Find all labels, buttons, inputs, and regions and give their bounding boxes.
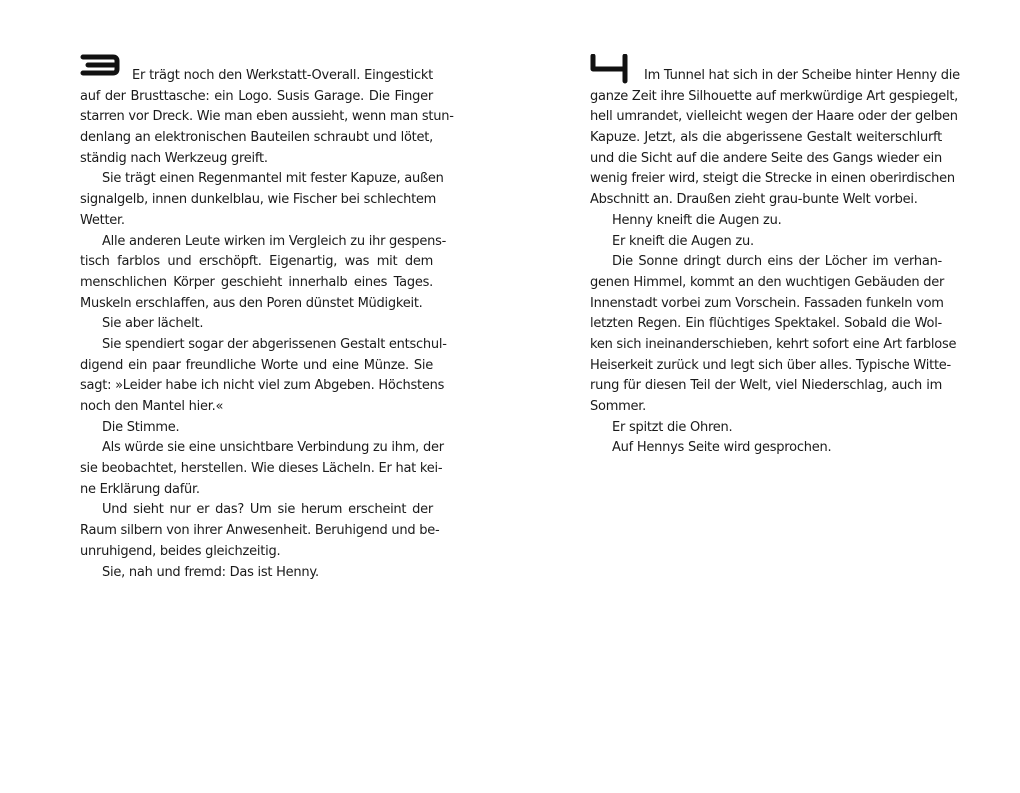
- text-line: Wetter.: [80, 212, 125, 228]
- numeral-4-icon: [590, 54, 630, 84]
- text-line: Im Tunnel hat sich in der Scheibe hinter Henny die: [644, 68, 960, 83]
- text-line: Als würde sie eine unsichtbare Verbindung zu ihm, der: [102, 440, 444, 456]
- text-line: menschlichen Körper geschieht innerhalb eines Tages.: [80, 274, 433, 290]
- right-page: [510, 0, 1020, 793]
- text-line: hell umrandet, vielleicht wegen der Haare oder der gelben: [590, 109, 958, 125]
- text-line: und die Sicht auf die andere Seite des Gangs wieder ein: [590, 150, 942, 166]
- numeral-3-icon: [80, 54, 120, 84]
- text-line: Sie trägt einen Regenmantel mit fester Kapuze, außen: [102, 171, 444, 187]
- text-line: Auf Hennys Seite wird gesprochen.: [612, 440, 832, 456]
- text-line: unruhigend, beides gleichzeitig.: [80, 543, 281, 559]
- text-line: rung für diesen Teil der Welt, viel Niederschlag, auch im: [590, 378, 942, 394]
- text-line: Kapuze. Jetzt, als die abgerissene Gestalt weiterschlurft: [590, 130, 942, 146]
- text-line: ne Erklärung dafür.: [80, 481, 200, 497]
- chapter-4-text: [590, 66, 960, 459]
- text-line: signalgelb, innen dunkelblau, wie Fischer bei schlechtem: [80, 192, 437, 208]
- chapter-3-text: [80, 66, 454, 583]
- text-line: letzten Regen. Ein flüchtiges Spektakel. Sobald die Wol-: [590, 316, 942, 332]
- text-line: Er trägt noch den Werkstatt-Overall. Eingestickt: [132, 68, 433, 83]
- text-line: Sommer.: [590, 399, 647, 414]
- text-line: wenig freier wird, steigt die Strecke in einen oberirdischen: [590, 171, 955, 187]
- text-line: Und sieht nur er das? Um sie herum erscheint der: [102, 502, 433, 518]
- text-line: ken sich ineinanderschieben, kehrt sofort eine Art farblose: [590, 336, 957, 352]
- text-line: Abschnitt an. Draußen zieht grau-bunte Welt vorbei.: [590, 192, 918, 208]
- text-line: digend ein paar freundliche Worte und eine Münze. Sie: [80, 357, 433, 373]
- text-line: denlang an elektronischen Bauteilen schraubt und lötet,: [80, 130, 433, 146]
- text-line: sagt: »Leider habe ich nicht viel zum Abgeben. Höchstens: [80, 378, 445, 394]
- text-line: Sie aber lächelt.: [102, 316, 204, 332]
- text-line: Sie, nah und fremd: Das ist Henny.: [102, 564, 319, 580]
- text-line: auf der Brusttasche: ein Logo. Susis Garage. Die Finger: [80, 88, 433, 104]
- text-line: Sie spendiert sogar der abgerissenen Gestalt entschul-: [102, 336, 447, 352]
- text-line: Die Sonne dringt durch eins der Löcher im verhan-: [612, 254, 942, 270]
- text-line: Muskeln erschlaffen, aus den Poren dünstet Müdigkeit.: [80, 295, 423, 311]
- text-line: Alle anderen Leute wirken im Vergleich zu ihr gespens-: [102, 233, 447, 249]
- text-line: genen Himmel, kommt an den wuchtigen Gebäuden der: [590, 274, 945, 290]
- text-line: Raum silbern von ihrer Anwesenheit. Beruhigend und be-: [80, 523, 440, 539]
- text-line: tisch farblos und erschöpft. Eigenartig, was mit dem: [80, 254, 433, 270]
- text-line: Henny kneift die Augen zu.: [612, 212, 782, 228]
- text-line: Innenstadt vorbei zum Vorschein. Fassaden funkeln vom: [590, 295, 944, 311]
- text-line: Die Stimme.: [102, 419, 180, 435]
- text-line: ganze Zeit ihre Silhouette auf merkwürdige Art gespiegelt,: [590, 88, 959, 104]
- text-line: Er kneift die Augen zu.: [612, 233, 754, 249]
- text-line: sie beobachtet, herstellen. Wie dieses Lächeln. Er hat kei-: [80, 461, 443, 477]
- text-line: Heiserkeit zurück und legt sich über alles. Typische Witte-: [590, 357, 951, 373]
- text-line: ständig nach Werkzeug greift.: [80, 150, 268, 166]
- text-line: noch den Mantel hier.«: [80, 399, 224, 414]
- text-line: starren vor Dreck. Wie man eben aussieht, wenn man stun-: [80, 109, 454, 125]
- text-line: Er spitzt die Ohren.: [612, 419, 733, 435]
